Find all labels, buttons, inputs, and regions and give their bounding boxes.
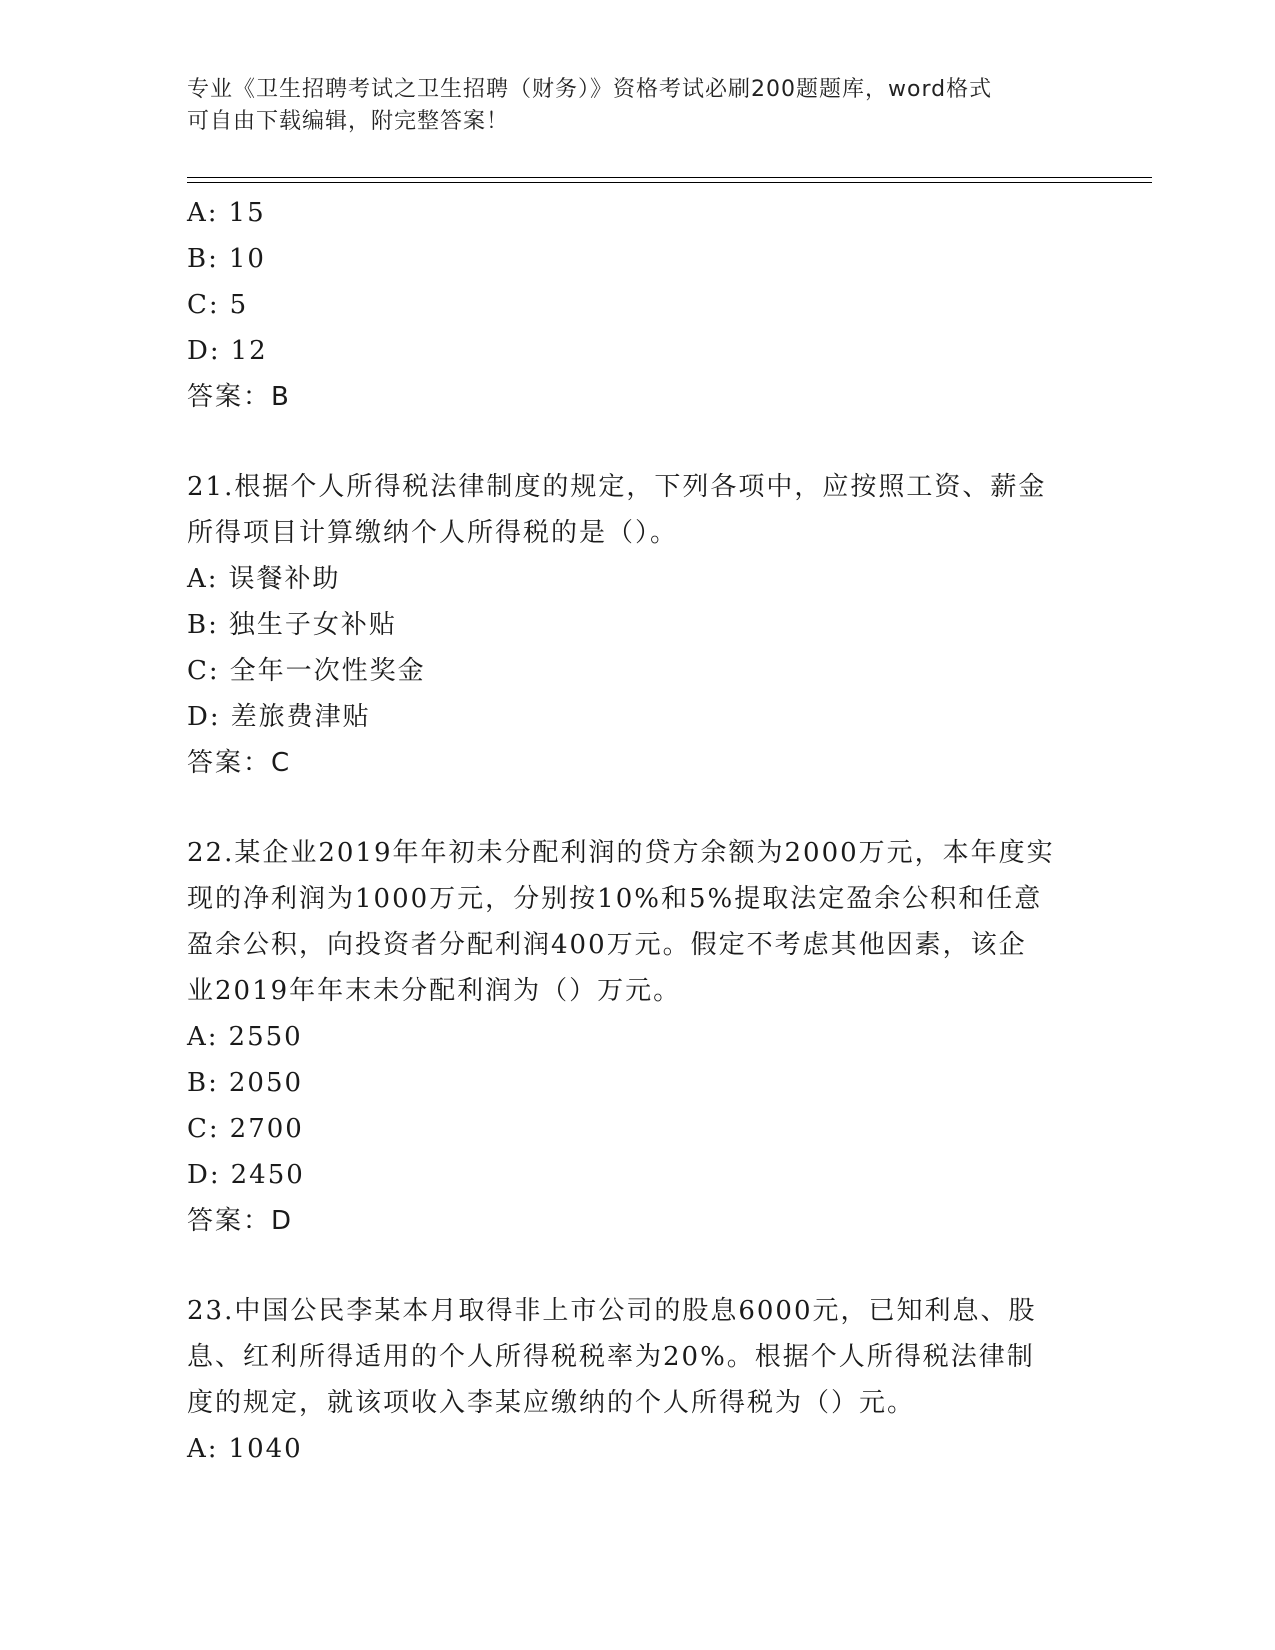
option-a: A: 1040 [187, 1434, 303, 1464]
answer: 答案：B [187, 382, 291, 412]
question-20 [187, 190, 1087, 420]
option-c: C: 5 [187, 290, 249, 320]
question-23 [187, 1288, 1087, 1472]
question-22 [187, 830, 1087, 1244]
answer: 答案：C [187, 748, 292, 778]
option-a: A: 2550 [187, 1022, 303, 1052]
option-a: A: 误餐补助 [187, 564, 341, 594]
spacer [187, 420, 1087, 464]
question-text-line: 业2019年年末未分配利润为（）万元。 [187, 976, 682, 1006]
option-d: D: 差旅费津贴 [187, 702, 371, 732]
header-line-1: 专业《卫生招聘考试之卫生招聘（财务）》资格考试必刷200题题库，word格式 [187, 77, 993, 102]
spacer [187, 786, 1087, 830]
option-d: D: 2450 [187, 1160, 305, 1190]
document-header [187, 74, 1067, 138]
header-line-2: 可自由下载编辑，附完整答案！ [187, 109, 510, 134]
question-text-line: 现的净利润为1000万元，分别按10%和5%提取法定盈余公积和任意 [187, 884, 1043, 914]
question-text-line: 度的规定，就该项收入李某应缴纳的个人所得税为（）元。 [187, 1388, 916, 1418]
spacer [187, 1244, 1087, 1288]
question-list [187, 190, 1087, 1472]
option-d: D: 12 [187, 336, 268, 366]
header-divider [187, 177, 1152, 183]
option-b: B: 10 [187, 244, 266, 274]
question-text-line: 息、红利所得适用的个人所得税税率为20%。根据个人所得税法律制 [187, 1342, 1035, 1372]
option-c: C: 2700 [187, 1114, 304, 1144]
question-text-line: 22.某企业2019年年初未分配利润的贷方余额为2000万元，本年度实 [187, 838, 1055, 868]
option-a: A: 15 [187, 198, 266, 228]
option-b: B: 独生子女补贴 [187, 610, 397, 640]
question-text-line: 23.中国公民李某本月取得非上市公司的股息6000元，已知利息、股 [187, 1296, 1037, 1326]
question-text-line: 盈余公积，向投资者分配利润400万元。假定不考虑其他因素，该企 [187, 930, 1027, 960]
question-text-line: 21.根据个人所得税法律制度的规定，下列各项中，应按照工资、薪金 [187, 472, 1047, 502]
answer: 答案：D [187, 1206, 294, 1236]
question-text-line: 所得项目计算缴纳个人所得税的是（）。 [187, 518, 679, 548]
question-21 [187, 464, 1087, 786]
option-c: C: 全年一次性奖金 [187, 656, 426, 686]
option-b: B: 2050 [187, 1068, 304, 1098]
